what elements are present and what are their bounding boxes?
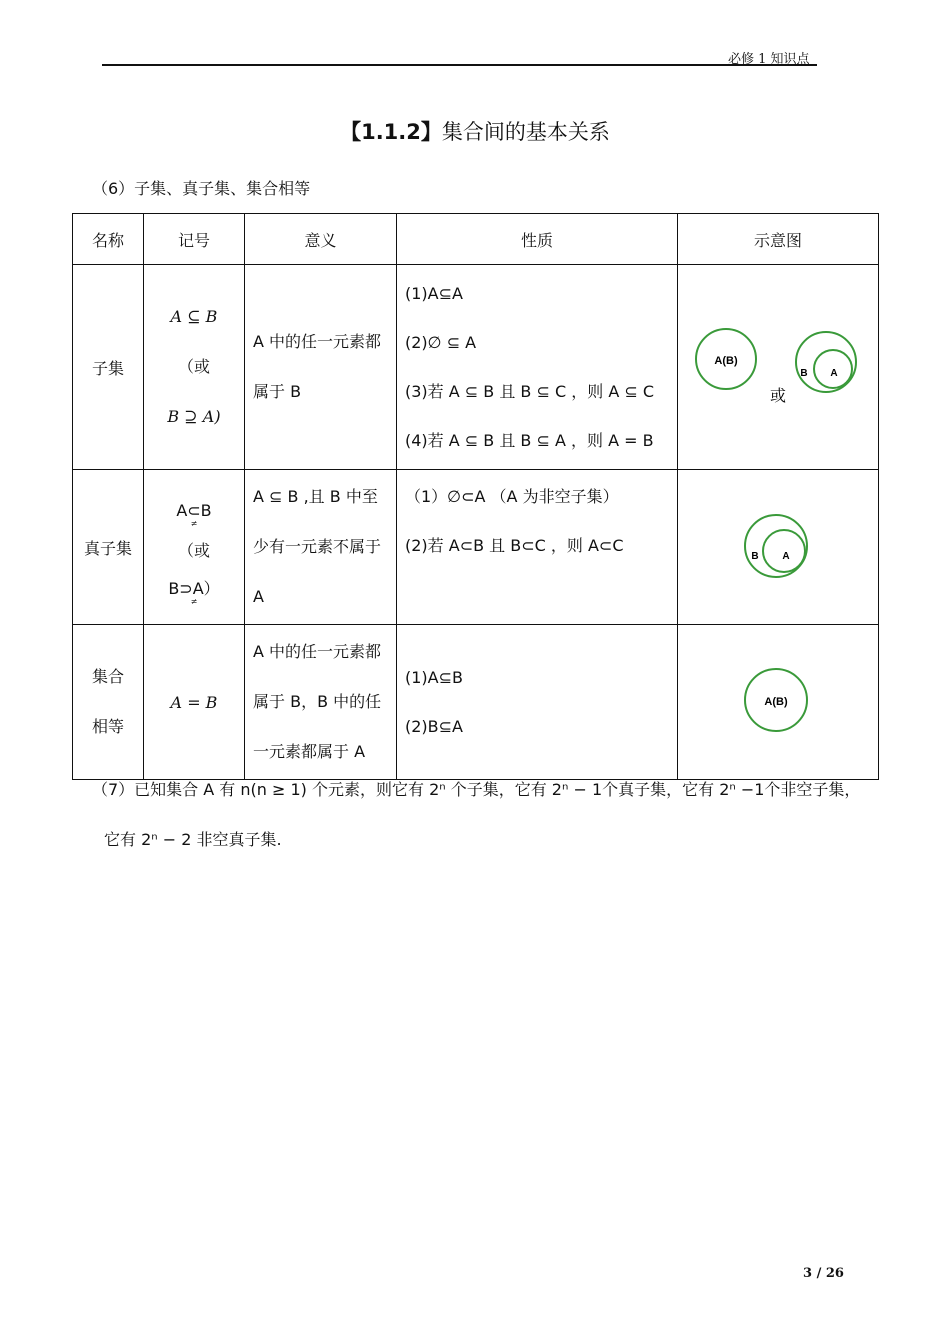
table-row [73, 470, 879, 625]
meaning-line: A 中的任一元素都 [253, 332, 382, 351]
notation-line: A⊂B ≠ [144, 488, 244, 528]
row-name: 集合 相等 [73, 625, 144, 780]
circle-label: B [751, 551, 759, 562]
notation-line: A ⊆ B [170, 307, 218, 326]
page-title [0, 116, 950, 146]
notation-line: （或 [177, 357, 210, 376]
header-cell: 名称 [73, 214, 144, 265]
circle-label: A(B) [764, 696, 788, 708]
property-line: (2)若 A⊂B 且 B⊂C ，则 A⊂C [405, 536, 624, 555]
property-cell [397, 265, 678, 470]
circle-label: A [782, 551, 790, 562]
property-cell [397, 625, 678, 780]
notation-line: （或 [177, 541, 210, 560]
header-rule [102, 64, 817, 66]
or-label: 或 [769, 386, 787, 405]
set-relations-table [72, 213, 879, 780]
meaning-cell [245, 625, 397, 780]
table-header-row [73, 214, 879, 265]
header-cell: 性质 [397, 214, 678, 265]
property-line: (1)A⊆A [405, 284, 463, 303]
diagram-cell [678, 265, 879, 470]
row-name: 真子集 [73, 470, 144, 625]
property-line: (3)若 A ⊆ B 且 B ⊆ C ，则 A ⊆ C [405, 382, 655, 401]
meaning-line: 属于 B，B 中的任 [253, 692, 382, 711]
meaning-line: A 中的任一元素都 [253, 642, 382, 661]
title-number: 【1.1.2】 [340, 120, 442, 144]
table-row [73, 265, 879, 470]
notation-cell [144, 265, 245, 470]
header-cell: 示意图 [678, 214, 879, 265]
notation-cell: A = B [144, 625, 245, 780]
circle-label: A [830, 368, 838, 379]
neq-mark: ≠ [190, 597, 198, 606]
meaning-line: 一元素都属于 A [253, 742, 366, 761]
property-line: (4)若 A ⊆ B 且 B ⊆ A ，则 A = B [405, 431, 654, 450]
circle-label: A(B) [714, 355, 738, 367]
notation-line: B ⊇ A) [167, 407, 221, 426]
meaning-cell [245, 265, 397, 470]
header-cell: 记号 [144, 214, 245, 265]
property-cell [397, 470, 678, 625]
header-label: 必修 1 知识点 [728, 52, 810, 67]
property-line: (2)B⊆A [405, 717, 463, 736]
section-6-heading: （6）子集、真子集、集合相等 [92, 179, 311, 198]
notation-line: B⊃A） ≠ [144, 574, 244, 606]
meaning-line: A ⊆ B ,且 B 中至 [253, 487, 378, 506]
diagram-cell [678, 625, 879, 780]
diagram-cell [678, 470, 879, 625]
meaning-line: A [253, 587, 264, 606]
property-line: (2)∅ ⊆ A [405, 333, 477, 352]
title-text: 集合间的基本关系 [441, 120, 610, 144]
page-number: 3 / 26 [803, 1266, 844, 1281]
meaning-line: 少有一元素不属于 [253, 537, 382, 556]
section-7-line-1: （7）已知集合 A 有 n(n ≥ 1) 个元素，则它有 2ⁿ 个子集，它有 2ⁿ − 1个真子集，它有 2ⁿ −1个非空子集， [92, 780, 861, 799]
row-name: 子集 [73, 265, 144, 470]
circle-label: B [800, 368, 808, 379]
meaning-cell [245, 470, 397, 625]
venn-diagram-equal [678, 625, 878, 775]
meaning-line: 属于 B [253, 382, 302, 401]
section-7-line-2: 它有 2ⁿ − 2 非空真子集. [104, 830, 282, 849]
notation-cell [144, 470, 245, 625]
neq-mark: ≠ [190, 519, 198, 528]
table-row [73, 625, 879, 780]
header-cell: 意义 [245, 214, 397, 265]
property-line: (1)A⊆B [405, 668, 463, 687]
venn-diagram-proper-subset [678, 470, 878, 620]
property-line: （1）∅⊂A （A 为非空子集） [405, 487, 619, 506]
venn-diagram-subset [678, 265, 878, 465]
